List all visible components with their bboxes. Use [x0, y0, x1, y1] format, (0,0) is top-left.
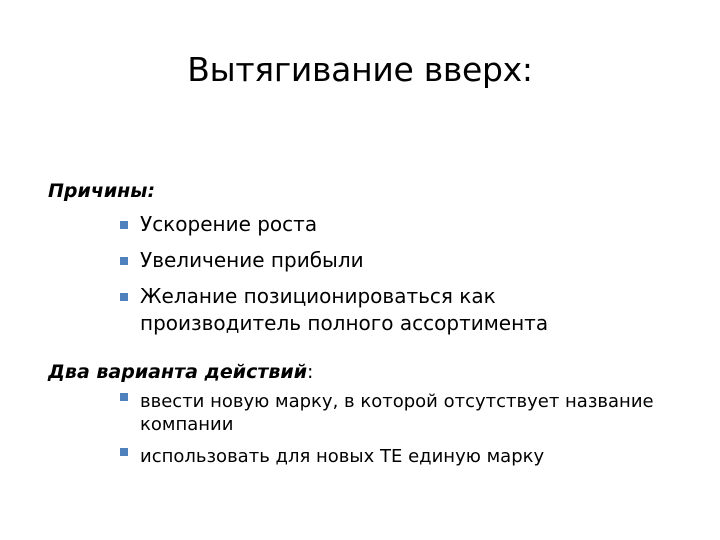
list-item [120, 211, 660, 238]
list-item-text: использовать для новых ТЕ единую марку [140, 446, 545, 467]
section-heading-reasons [48, 179, 155, 203]
list-item-text: Увеличение прибыли [140, 248, 364, 272]
section-heading-options [48, 360, 313, 384]
list-item-text: Ускорение роста [140, 212, 318, 236]
slide-title: Вытягивание вверх: [187, 50, 533, 89]
list-item [120, 390, 660, 436]
list-item [120, 247, 660, 274]
square-bullet-icon [120, 448, 128, 456]
square-bullet-icon [120, 221, 128, 229]
list-item [120, 445, 660, 468]
square-bullet-icon [120, 257, 128, 265]
list-item-text: ввести новую марку, в которой отсутствует название компании [140, 391, 654, 435]
square-bullet-icon [120, 393, 128, 401]
list-item [120, 283, 660, 337]
section-heading-options-text: Два варианта действий [48, 361, 308, 383]
square-bullet-icon [120, 293, 128, 301]
options-list [120, 390, 660, 477]
section-heading-reasons-text: Причины: [48, 180, 156, 202]
list-item-text: Желание позиционироваться как производитель полного ассортимента [140, 284, 549, 335]
reasons-list [120, 211, 660, 346]
section-heading-options-suffix: : [307, 361, 314, 383]
